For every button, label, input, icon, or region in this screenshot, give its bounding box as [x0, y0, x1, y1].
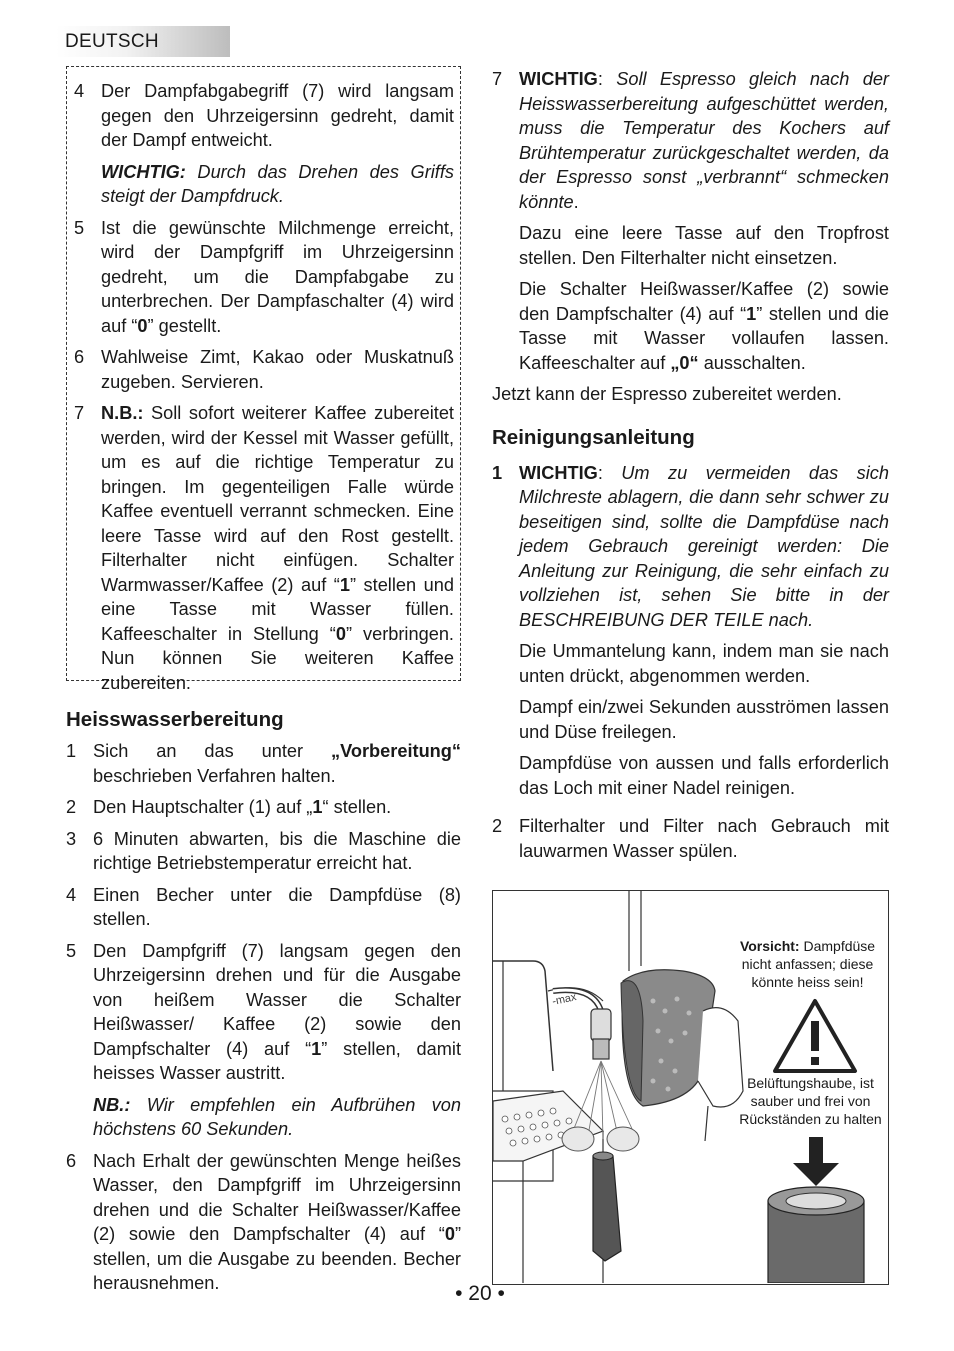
vent-cap-note: Belüftungshaube, ist sauber und frei von Rückständen zu halten: [739, 1075, 882, 1127]
language-tab: DEUTSCH: [56, 26, 230, 57]
cleaning-step-1: 1 WICHTIG: Um zu vermeiden das sich Milchreste ablagern, die dann sehr schwer zu beseitigen sind, sollte die Dampfdüse nach jedem Gebrauch gereinigt werden: Die Anleitung zur Reinigung, die sehr einfach zu vollziehen ist, sehen Sie bitte in der BESCHREIBUNG DER TEILE nach.: [492, 462, 889, 630]
hot-water-step-3: 3 6 Minuten abwarten, bis die Maschine die richtige Betriebstemperatur erreicht hat.: [66, 828, 461, 873]
boxed-steps: [74, 79, 454, 702]
hot-water-step-1: 1 Sich an das unter „Vorbereitung“ beschrieben Verfahren halten.: [66, 741, 461, 786]
max-mark: -max: [551, 991, 578, 1008]
cleaning-heading: Reinigungsanleitung: [492, 425, 695, 449]
right-column: [492, 67, 889, 870]
cleaning-p1: Die Ummantelung kann, indem man sie nach unten drückt, abgenommen werden.: [519, 641, 889, 686]
cleaning-p2: Dampf ein/zwei Sekunden ausströmen lassen und Düse freilegen.: [519, 697, 889, 742]
hot-water-step-5: 5 Den Dampfgriff (7) langsam gegen den Uhrzeigersinn drehen und für die Ausgabe von heißem Wasser die Schalter Heißwasser/ Kaffee (2) sowie den Dampfschalter (4) auf “1” stellen, damit heisses Wasser austritt.: [66, 940, 461, 1083]
steam-wand-warning: Vorsicht: Dampfdüse nicht anfassen; diese könnte heiss sein!: [739, 938, 876, 990]
page-number: • 20 •: [455, 1282, 505, 1305]
hot-water-step-4: 4 Einen Becher unter die Dampfdüse (8) stellen.: [66, 884, 461, 929]
boxed-step-4: 4 Der Dampfabgabegriff (7) wird langsam gegen den Uhrzeigersinn gedreht, damit der Dampf entweicht.: [74, 81, 454, 150]
cleaning-p3: Dampfdüse von aussen und falls erforderlich das Loch mit einer Nadel reinigen.: [519, 753, 889, 798]
boxed-step-5: 5 Ist die gewünschte Milchmenge erreicht, wird der Dampfgriff im Uhrzeigersinn gedreht, um die Dampfabgabe zu unterbrechen. Der Dampfaschalter (4) wird auf “0” gestellt.: [74, 217, 454, 336]
cleaning-illustration: [492, 890, 889, 1285]
boxed-step-4-note: WICHTIG: Durch das Drehen des Griffs steigt der Dampfdruck.: [101, 161, 454, 206]
boxed-step-6: 6 Wahlweise Zimt, Kakao oder Muskatnuß zugeben. Servieren.: [74, 347, 454, 392]
right-step-7-p3: Jetzt kann der Espresso zubereitet werden.: [492, 384, 842, 404]
hot-water-step-2: 2 Den Hauptschalter (1) auf „1“ stellen.: [66, 797, 392, 817]
hot-water-note: NB.: Wir empfehlen ein Aufbrühen von höchstens 60 Sekunden.: [93, 1094, 461, 1139]
arrow-down-icon: [809, 1137, 823, 1165]
cleaning-step-2: 2 Filterhalter und Filter nach Gebrauch mit lauwarmen Wasser spülen.: [492, 816, 889, 861]
right-step-7-p1: Dazu eine leere Tasse auf den Tropfrost stellen. Den Filterhalter nicht einsetzen.: [519, 223, 889, 268]
right-step-7-p2: Die Schalter Heißwasser/Kaffee (2) sowie den Dampfschalter (4) auf “1” stellen und die Tasse mit Wasser vollaufen lassen. Kaffeeschalter auf „0“ ausschalten.: [519, 279, 889, 373]
hot-water-heading: Heisswasserbereitung: [66, 708, 284, 731]
hot-water-step-6: 6 Nach Erhalt der gewünschten Menge heißes Wasser, den Dampfgriff im Uhrzeigersinn drehen und die Schalter Heißwasser/Kaffee (2) sowie den Dampfschalter (4) auf “0” stellen, um die Ausgabe zu beenden. Becher herausnehmen.: [66, 1150, 461, 1293]
hot-water-section: [66, 707, 461, 1303]
right-step-7: 7 WICHTIG: Soll Espresso gleich nach der Heisswasserbereitung aufgeschüttet werden, muss die Temperatur des Kochers auf Brühtemperatur zurückgeschaltet werden, da der Espresso sonst „verbrannt“ schmecken könnte.: [492, 69, 889, 212]
boxed-step-7: 7 N.B.: Soll sofort weiterer Kaffee zubereitet werden, wird der Kessel mit Wasser gefüllt, um es auf die richtige Temperatur zu bringen. Im gegenteiligen Falle würde Kaffee eventuell verrannt schmecken. Eine leere Tasse wird auf den Rost gestellt. Filterhalter nicht einfügen. Schalter Warmwasser/Kaffee (2) auf “1” stellen und eine Tasse mit Wasser füllen. Kaffeeschalter in Stellung “0” verbringen. Nun können Sie weiteren Kaffee zubereiten.: [74, 403, 454, 693]
